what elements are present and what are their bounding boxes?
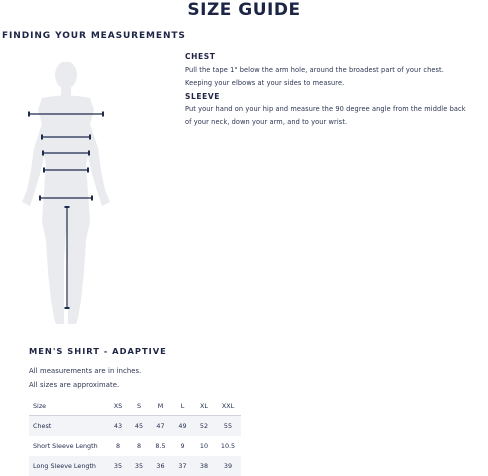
table-cell: 35	[129, 456, 149, 476]
page-title: SIZE GUIDE	[187, 0, 301, 20]
row-label: Long Sleeve Length	[29, 456, 107, 476]
table-cell: 39	[215, 456, 241, 476]
chest-instruction-line: Pull the tape 1" below the arm hole, around the broadest part of your chest.	[185, 66, 444, 74]
table-cell: 47	[149, 416, 172, 437]
table-cell: 38	[193, 456, 215, 476]
table-cell: 8	[136, 442, 142, 450]
measurement-instructions	[185, 52, 485, 129]
row-label: Short Sleeve Length	[33, 442, 98, 450]
table-row	[29, 416, 241, 437]
table-row	[29, 456, 241, 476]
column-header: M	[149, 396, 172, 416]
sleeve-heading: SLEEVE	[185, 92, 220, 101]
table-cell: 55	[215, 416, 241, 437]
table-cell: 36	[149, 456, 172, 476]
table-cell: 43	[107, 416, 129, 437]
row-label: Chest	[29, 416, 107, 437]
table-cell: 35	[107, 456, 129, 476]
measurement-note: All measurements are in inches.	[29, 367, 142, 375]
table-cell: 49	[172, 416, 193, 437]
shirt-heading: MEN'S SHIRT - ADAPTIVE	[29, 346, 167, 356]
table-cell: 8	[115, 442, 121, 450]
table-cell: 37	[172, 456, 193, 476]
table-cell: 9	[180, 442, 185, 450]
table-cell: 45	[129, 416, 149, 437]
chest-instruction-line: Keeping your elbows at your sides to measure.	[185, 79, 345, 87]
chest-heading: CHEST	[185, 52, 216, 61]
size-table	[29, 396, 241, 476]
column-header: XL	[193, 396, 215, 416]
body-silhouette	[22, 62, 110, 324]
table-row	[29, 436, 241, 456]
table-cell: 10	[199, 442, 209, 450]
measurement-note: All sizes are approximate.	[29, 381, 120, 389]
table-cell: 10.5	[220, 442, 236, 450]
sleeve-instruction-line: of your neck, down your arm, and to your wrist.	[185, 118, 348, 126]
body-measurement-figure	[6, 62, 122, 332]
column-header: XS	[107, 396, 129, 416]
table-cell: 8.5	[155, 442, 166, 450]
column-header: Size	[29, 396, 107, 416]
table-cell: 52	[193, 416, 215, 437]
section-heading: FINDING YOUR MEASUREMENTS	[2, 31, 186, 41]
column-header: XXL	[215, 396, 241, 416]
column-header: L	[172, 396, 193, 416]
sleeve-instruction-line: Put your hand on your hip and measure the 90 degree angle from the middle back	[185, 105, 466, 113]
column-header: S	[129, 396, 149, 416]
size-table-header-row	[29, 396, 241, 416]
